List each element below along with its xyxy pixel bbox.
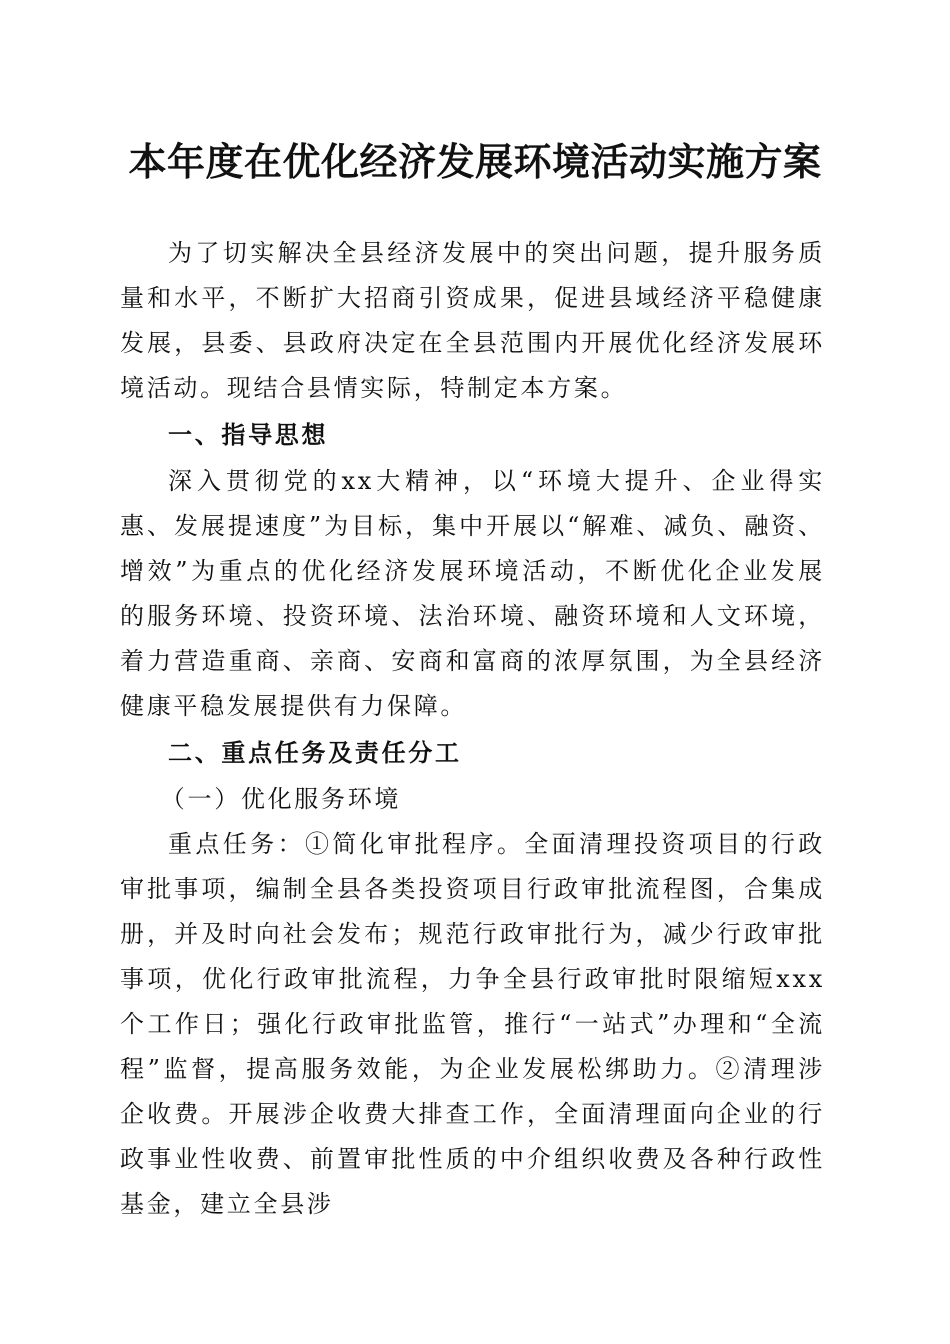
intro-paragraph: 为了切实解决全县经济发展中的突出问题，提升服务质量和水平，不断扩大招商引资成果，促进县域经济平稳健康发展，县委、县政府决定在全县范围内开展优化经济发展环境活动。现结合县情实际，特制定本方案。 [120, 239, 825, 402]
section-heading-key-tasks: 二、重点任务及责任分工 [168, 739, 462, 767]
guiding-ideology-paragraph: 深入贯彻党的xx大精神，以“环境大提升、企业得实惠、发展提速度”为目标，集中开展以“解难、减负、融资、增效”为重点的优化经济发展环境活动，不断优化企业发展的服务环境、投资环境、法治环境、融资环境和人文环境，着力营造重商、亲商、安商和富商的浓厚氛围，为全县经济健康平稳发展提供有力保障。 [120, 467, 825, 720]
section-heading-guiding-ideology: 一、指导思想 [168, 421, 329, 449]
document-body [120, 231, 825, 1227]
subsection-heading-service-environment: （一）优化服务环境 [160, 785, 402, 813]
document-title: 本年度在优化经济发展环境活动实施方案 [128, 139, 822, 184]
service-environment-paragraph: 重点任务：①简化审批程序。全面清理投资项目的行政审批事项，编制全县各类投资项目行政审批流程图，合集成册，并及时向社会发布；规范行政审批行为，减少行政审批事项，优化行政审批流程，力争全县行政审批时限缩短xxx个工作日；强化行政审批监管，推行“一站式”办理和“全流程”监督，提高服务效能，为企业发展松绑助力。②清理涉企收费。开展涉企收费大排查工作，全面清理面向企业的行政事业性收费、前置审批性质的中介组织收费及各种行政性基金，建立全县涉 [120, 830, 825, 1218]
